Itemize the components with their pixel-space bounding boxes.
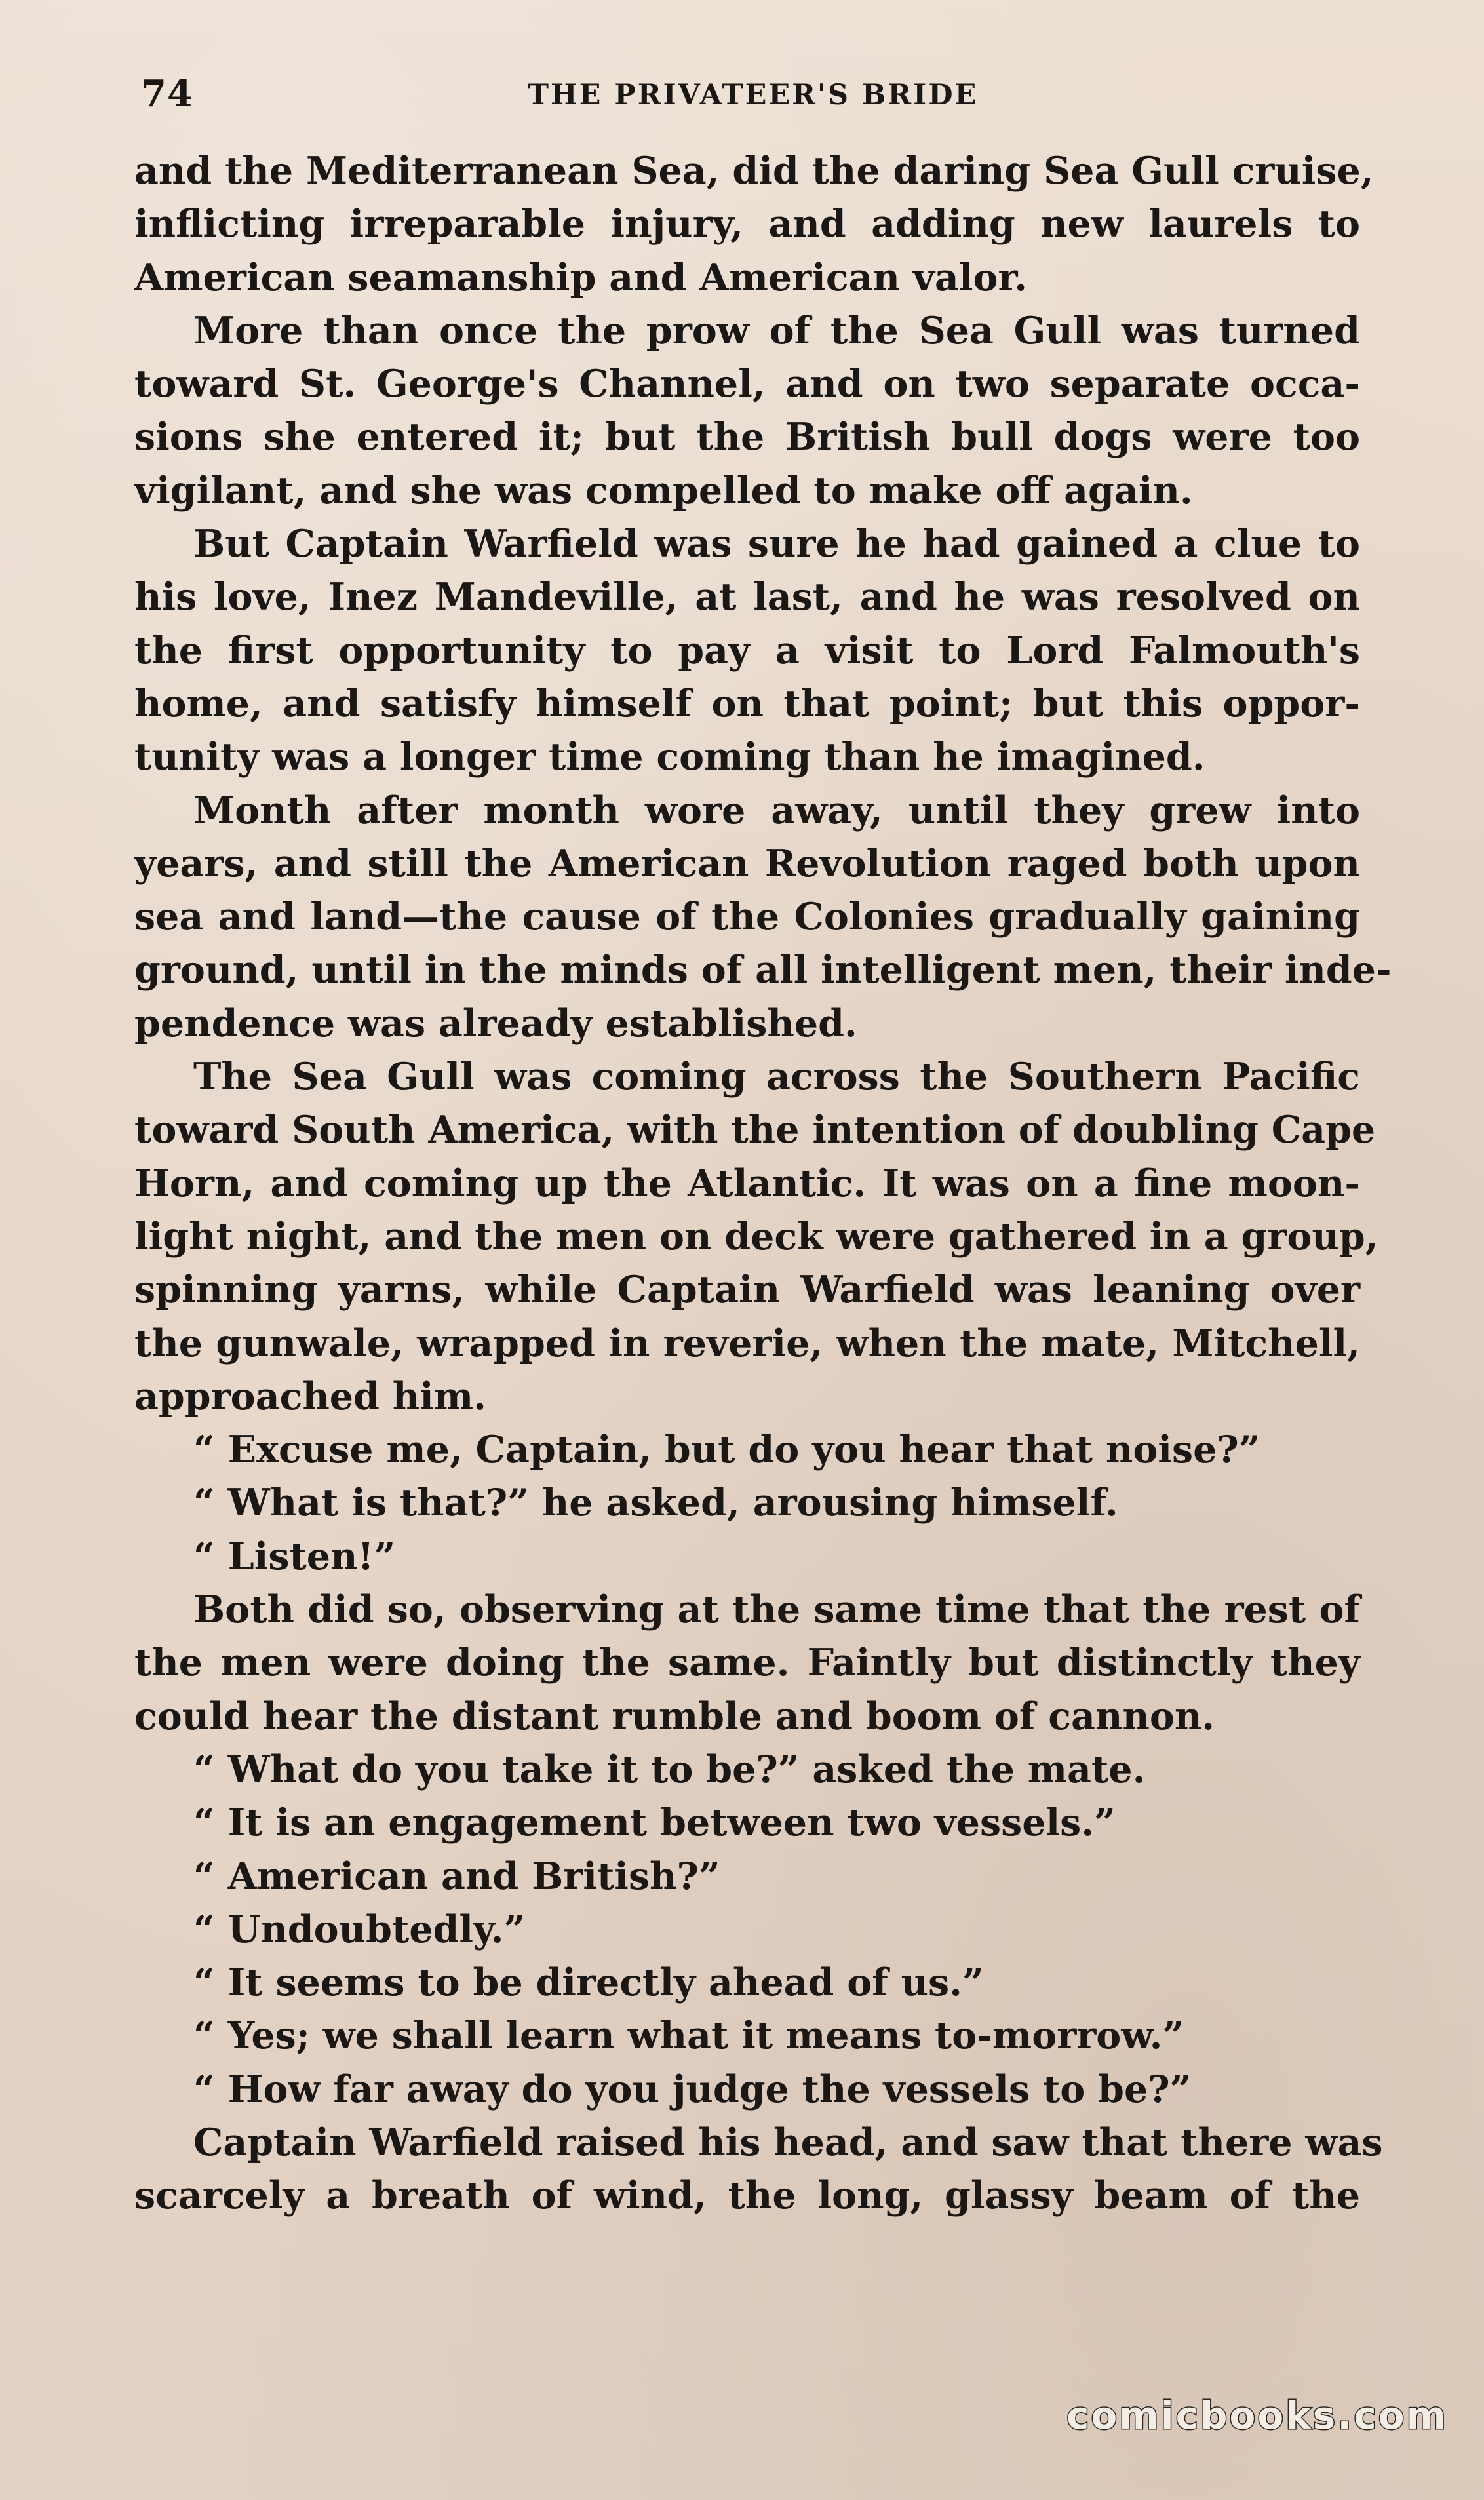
text-line: approached him.	[134, 1374, 486, 1418]
text-line: ground, until in the minds of all intelligent men, their inde-	[134, 948, 1392, 992]
text-line: spinning yarns, while Captain Warfield was leaning over	[134, 1268, 1360, 1312]
text-line: “ It seems to be directly ahead of us.”	[193, 1961, 984, 2005]
text-line: tunity was a longer time coming than he imagined.	[134, 735, 1205, 779]
text-line: Month after month wore away, until they grew into	[193, 788, 1360, 832]
text-line: “ Listen!”	[193, 1534, 396, 1578]
text-line: the gunwale, wrapped in reverie, when the mate, Mitchell,	[134, 1321, 1360, 1365]
text-line: could hear the distant rumble and boom of cannon.	[134, 1694, 1215, 1738]
text-line: pendence was already established.	[134, 1001, 857, 1045]
text-line: inflicting irreparable injury, and adding new laurels to	[134, 202, 1360, 246]
text-line: sions she entered it; but the British bull dogs were too	[134, 415, 1360, 459]
running-title: THE PRIVATEER'S BRIDE	[528, 79, 979, 111]
text-line: the first opportunity to pay a visit to Lord Falmouth's	[134, 628, 1360, 673]
text-line: years, and still the American Revolution raged both upon	[134, 841, 1360, 886]
text-line: home, and satisfy himself on that point; but this oppor-	[134, 681, 1360, 726]
text-line: light night, and the men on deck were gathered in a group,	[134, 1214, 1378, 1259]
text-line: “ What is that?” he asked, arousing himself.	[193, 1481, 1118, 1525]
text-line: “ How far away do you judge the vessels to be?”	[193, 2067, 1192, 2111]
text-line: and the Mediterranean Sea, did the daring Sea Gull cruise,	[134, 149, 1374, 193]
text-line: More than once the prow of the Sea Gull was turned	[193, 308, 1360, 353]
text-line: his love, Inez Mandeville, at last, and he was resolved on	[134, 575, 1360, 619]
text-line: toward South America, with the intention of doubling Cape	[134, 1108, 1376, 1152]
text-line: toward St. George's Channel, and on two separate occa-	[134, 362, 1360, 406]
text-line: “ American and British?”	[193, 1854, 720, 1898]
text-line: The Sea Gull was coming across the Southern Pacific	[193, 1055, 1360, 1099]
text-line: vigilant, and she was compelled to make off again.	[134, 468, 1193, 513]
page-header	[141, 72, 1367, 125]
text-line: “ Yes; we shall learn what it means to-morrow.”	[193, 2014, 1184, 2058]
text-line: “ It is an engagement between two vessels.”	[193, 1801, 1116, 1845]
text-line: Both did so, observing at the same time that the rest of	[193, 1588, 1360, 1632]
text-line: Horn, and coming up the Atlantic. It was on a fine moon-	[134, 1161, 1360, 1205]
text-line: Captain Warfield raised his head, and saw that there was	[193, 2120, 1383, 2164]
watermark-logo: comicbooks.com	[1066, 2393, 1448, 2438]
text-line: “ What do you take it to be?” asked the mate.	[193, 1747, 1146, 1791]
text-line: sea and land—the cause of the Colonies gradually gaining	[134, 895, 1360, 939]
text-line: But Captain Warfield was sure he had gained a clue to	[193, 522, 1360, 566]
text-line: “ Excuse me, Captain, but do you hear that noise?”	[193, 1428, 1260, 1472]
text-line: scarcely a breath of wind, the long, glassy beam of the	[134, 2174, 1360, 2218]
page-number: 74	[141, 72, 193, 115]
text-line: “ Undoubtedly.”	[193, 1907, 526, 1951]
text-line: the men were doing the same. Faintly but distinctly they	[134, 1641, 1360, 1685]
body-text	[134, 144, 1392, 2223]
text-line: American seamanship and American valor.	[134, 255, 1028, 300]
